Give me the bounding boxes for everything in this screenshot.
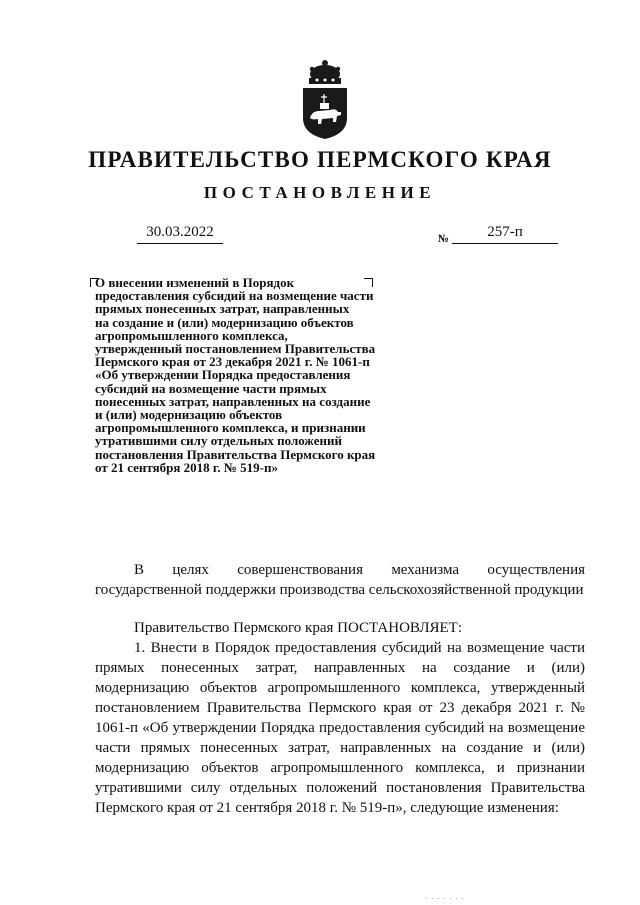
subject-line: на создание и (или) модернизацию объектов [95, 314, 354, 330]
subject-line: «Об утверждении Порядка предоставления [95, 367, 351, 383]
preamble-paragraph: В целях совершенствования механизма осуществления государственной поддержки производства сельскохозяйственной продукции [95, 562, 585, 598]
subject-line: прямых понесенных затрат, направленных [95, 301, 350, 317]
subject-line: утвержденный постановлением Правительства [95, 341, 376, 357]
document-type: ПОСТАНОВЛЕНИЕ [203, 183, 437, 202]
subject-line: утратившими силу отдельных положений [95, 433, 342, 449]
subject-line: агропромышленного комплекса, [95, 327, 288, 343]
subject-line: О внесении изменений в Порядок [95, 275, 295, 290]
document-number: 257-п [452, 224, 558, 244]
government-title: ПРАВИТЕЛЬСТВО ПЕРМСКОГО КРАЯ [88, 147, 552, 172]
page-mark: · · · · · · · [425, 895, 465, 903]
perm-krai-coat-of-arms-icon [300, 58, 350, 140]
subject-line: постановления Правительства Пермского края [95, 446, 376, 462]
subject-line: субсидий на возмещение части прямых [95, 380, 327, 396]
subject-line: от 21 сентября 2018 г. № 519-п» [95, 459, 278, 475]
document-subject [95, 276, 435, 474]
item-1-paragraph: 1. Внести в Порядок предоставления субсидий на возмещение части прямых понесенных затрат, направленных на создание и (или) модернизацию объектов агропромышленного комплекса, утвержденный постановлением Правительства Пермского края от 23 декабря 2021 г. № 1061-п «Об утверждении Порядка предоставления субсидий на возмещение части прямых понесенных затрат, направленных на создание и (или) модернизацию объектов агропромышленного комплекса, и признании утратившими силу отдельных положений постановления Правительства Пермского края от 21 сентября 2018 г. № 519-п», следующие изменения: [95, 640, 585, 816]
subject-line: предоставления субсидий на возмещение части [95, 288, 374, 304]
subject-line: понесенных затрат, направленных на создание [95, 393, 371, 409]
document-date: 30.03.2022 [137, 224, 223, 244]
subject-line: Пермского края от 23 декабря 2021 г. № 1061-п [95, 354, 370, 370]
number-label: № [438, 233, 450, 245]
subject-line: и (или) модернизацию объектов [95, 407, 283, 423]
resolves-paragraph: Правительство Пермского края ПОСТАНОВЛЯЕТ: [134, 620, 463, 636]
subject-line: агропромышленного комплекса, и признании [95, 420, 366, 436]
